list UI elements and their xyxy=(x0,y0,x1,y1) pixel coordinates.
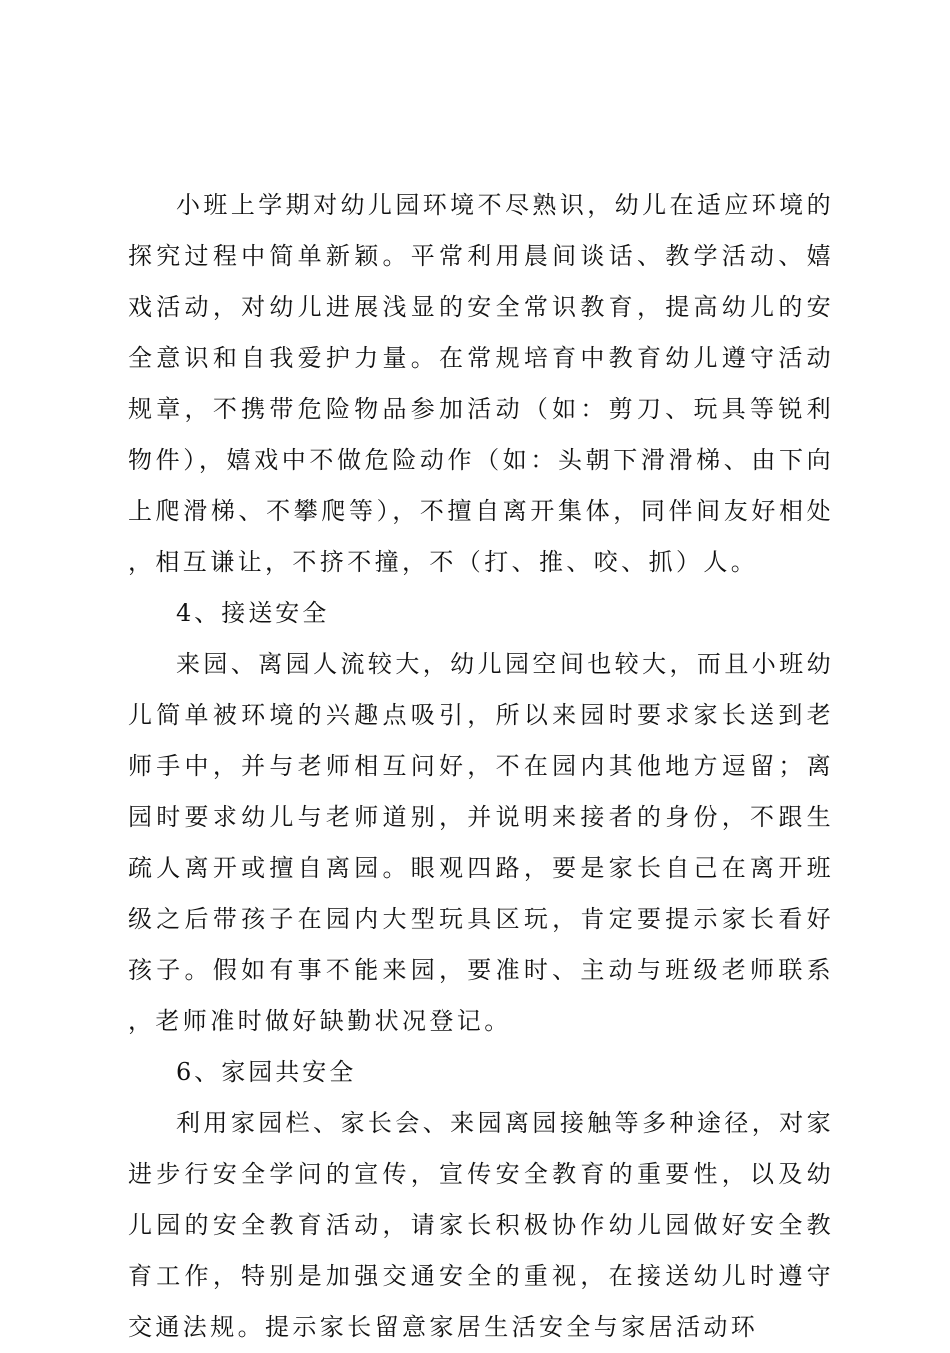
paragraph-home-school-safety: 利用家园栏、家长会、来园离园接触等多种途径，对家进步行安全学问的宣传，宣传安全教育的重要性，以及幼儿园的安全教育活动，请家长积极协作幼儿园做好安全教育工作，特别是加强交通安全的重视，在接送幼儿时遵守交通法规。提示家长留意家居生活安全与家居活动环 xyxy=(128,1109,834,1341)
section-heading-home-school-safety: 6、家园共安全 xyxy=(176,1058,357,1086)
paragraph-pickup-safety: 来园、离园人流较大，幼儿园空间也较大，而且小班幼儿简单被环境的兴趣点吸引，所以来园时要求家长送到老师手中，并与老师相互问好，不在园内其他地方逗留；离园时要求幼儿与老师道别，并说明来接者的身份，不跟生疏人离开或擅自离园。眼观四路，要是家长自己在离开班级之后带孩子在园内大型玩具区玩，肯定要提示家长看好孩子。假如有事不能来园，要准时、主动与班级老师联系，老师准时做好缺勤状况登记。 xyxy=(128,650,834,1035)
section-heading-pickup-safety: 4、接送安全 xyxy=(176,599,330,627)
document-body xyxy=(128,180,834,1353)
paragraph-classroom-safety: 小班上学期对幼儿园环境不尽熟识，幼儿在适应环境的探究过程中简单新颖。平常利用晨间谈话、教学活动、嬉戏活动，对幼儿进展浅显的安全常识教育，提高幼儿的安全意识和自我爱护力量。在常规培育中教育幼儿遵守活动规章，不携带危险物品参加活动（如：剪刀、玩具等锐利物件），嬉戏中不做危险动作（如：头朝下滑滑梯、由下向上爬滑梯、不攀爬等），不擅自离开集体，同伴间友好相处，相互谦让，不挤不撞，不（打、推、咬、抓）人。 xyxy=(128,191,834,576)
